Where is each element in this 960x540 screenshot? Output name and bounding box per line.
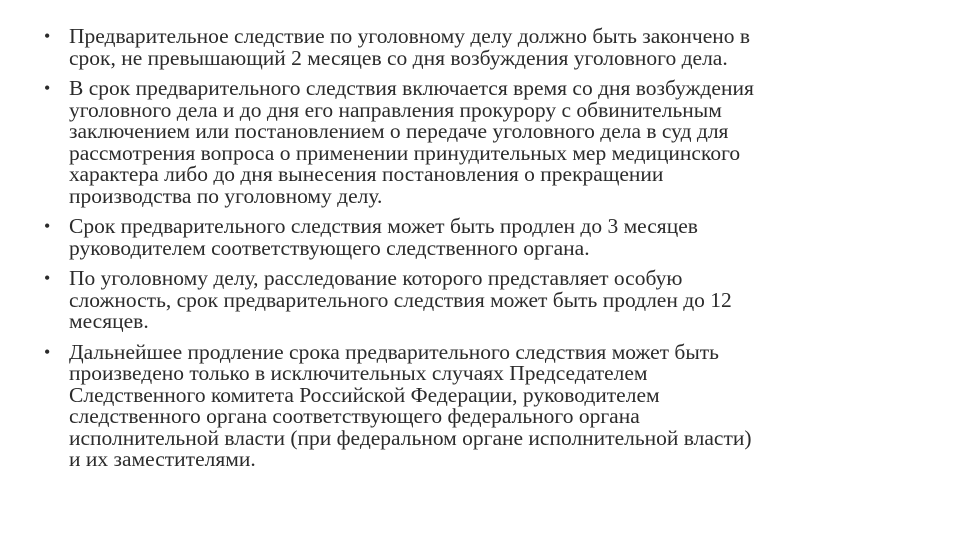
text-line: следственного органа соответствующего федерального органа <box>69 404 640 428</box>
text-line: сложность, срок предварительного следствия может быть продлен до 12 <box>69 287 732 312</box>
text-line: исполнительной власти (при федеральном органе исполнительной власти) <box>69 425 752 450</box>
text-line: срок, не превышающий 2 месяцев со дня возбуждения уголовного дела. <box>69 45 728 70</box>
bullet-list <box>44 26 924 480</box>
bullet-dot-icon: • <box>44 26 51 46</box>
bullet-item-1 <box>44 26 924 69</box>
text-line: характера либо до дня вынесения постановления о прекращении <box>69 162 664 186</box>
bullet-item-3 <box>44 216 924 259</box>
text-line: и их заместителями. <box>69 447 256 471</box>
text-line: Дальнейшее продление срока предварительного следствия может быть <box>69 339 719 364</box>
bullet-item-5 <box>44 339 924 471</box>
bullet-dot-icon: • <box>44 268 51 288</box>
text-line: Следственного комитета Российской Федерации, руководителем <box>69 382 660 407</box>
text-line: Срок предварительного следствия может быть продлен до 3 месяцев <box>69 214 698 238</box>
bullet-item-4 <box>44 268 924 333</box>
bullet-dot-icon: • <box>44 341 51 362</box>
text-line: рассмотрения вопроса о применении принудительных мер медицинского <box>69 140 741 165</box>
text-line: уголовного дела и до дня его направления прокурору с обвинительным <box>69 97 722 122</box>
bullet-dot-icon: • <box>44 216 51 236</box>
text-line: произведено только в исключительных случаях Председателем <box>69 361 648 385</box>
text-line: Предварительное следствие по уголовному делу должно быть закончено в <box>69 24 751 48</box>
bullet-dot-icon: • <box>44 78 51 98</box>
text-line: месяцев. <box>69 309 149 333</box>
bullet-item-2 <box>44 78 924 207</box>
text-line: По уголовному делу, расследование которого представляет особую <box>69 266 683 290</box>
text-line: руководителем соответствующего следственного органа. <box>69 235 590 260</box>
text-line: В срок предварительного следствия включается время со дня возбуждения <box>69 76 754 100</box>
text-line: производства по уголовному делу. <box>69 183 383 208</box>
text-line: заключением или постановлением о передаче уголовного дела в суд для <box>69 119 729 143</box>
